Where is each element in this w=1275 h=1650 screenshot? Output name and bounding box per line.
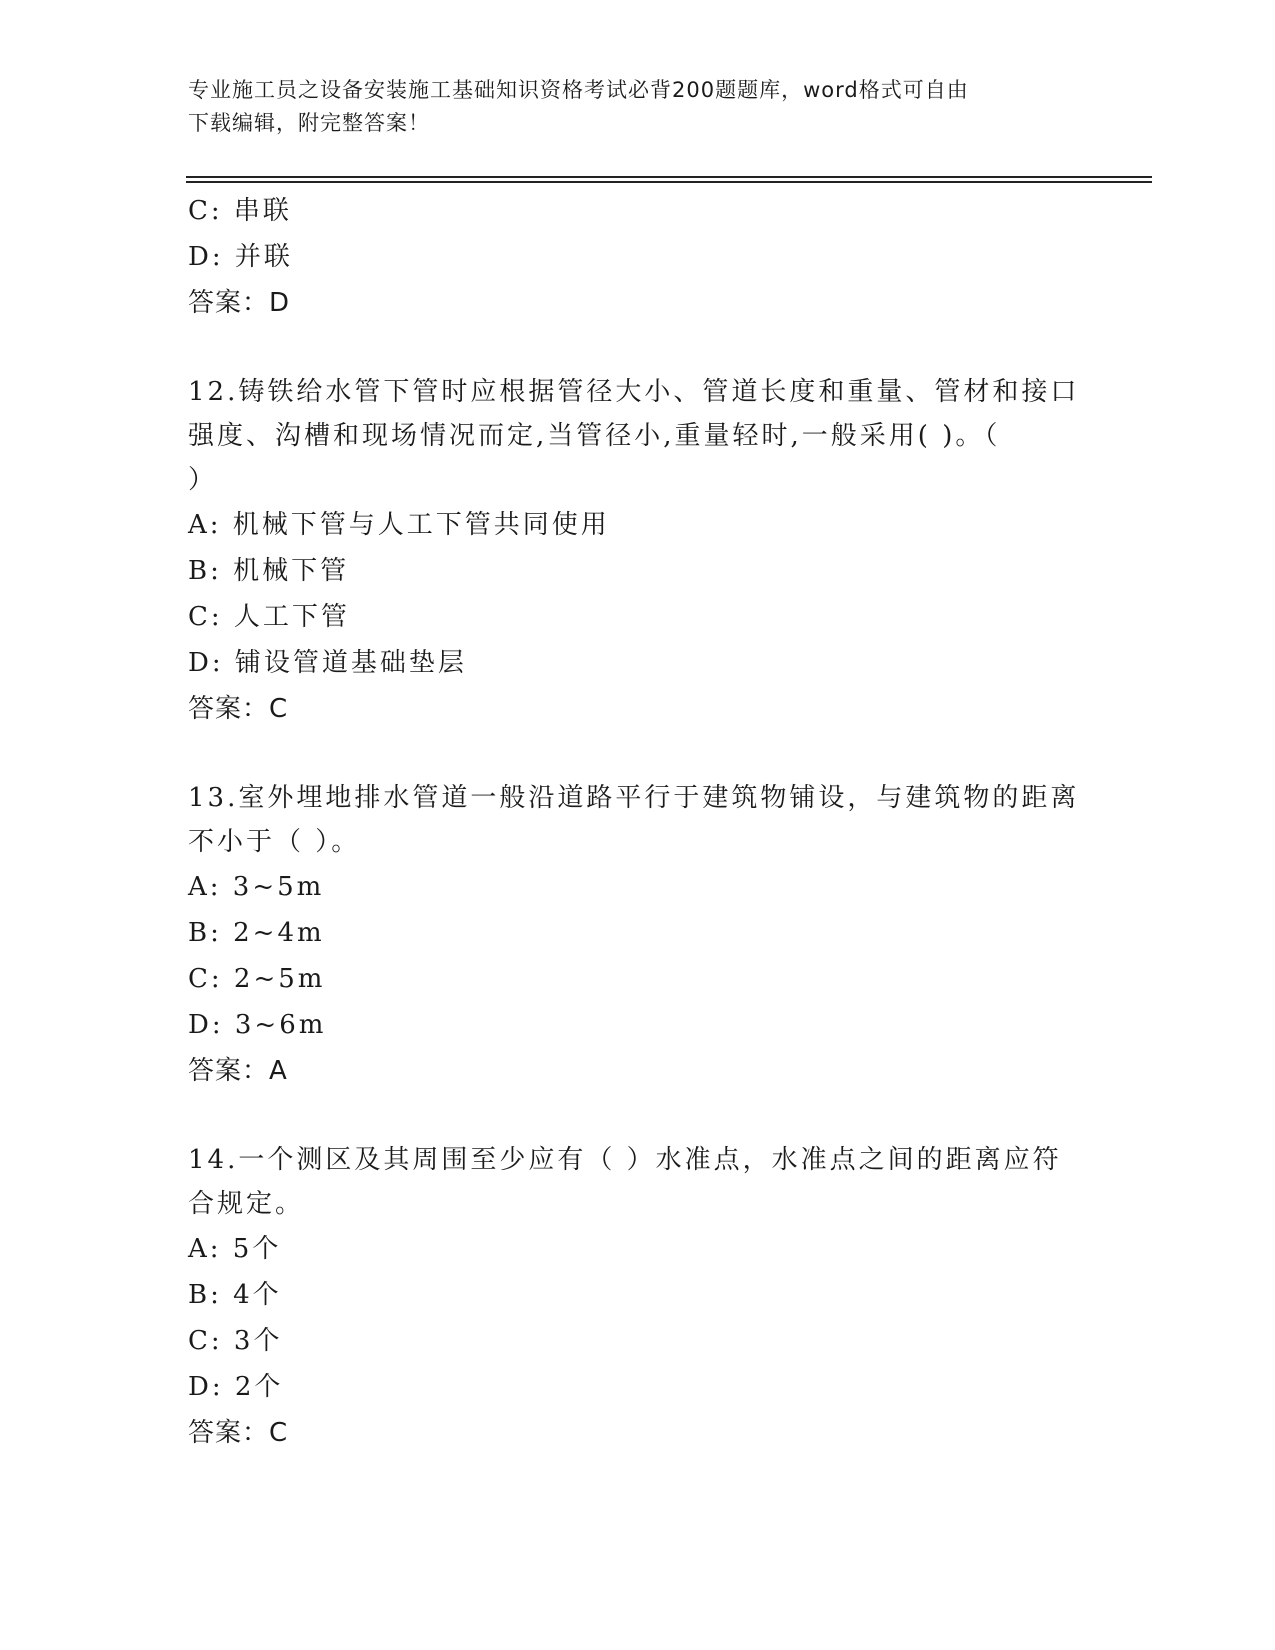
answer: 答案：C — [188, 1418, 289, 1448]
header-rule-top — [186, 176, 1152, 178]
document-header — [188, 74, 1088, 140]
spacer — [188, 732, 1088, 776]
spacer — [188, 1094, 1088, 1138]
option-d: D: 并联 — [188, 242, 293, 272]
option-c: C: 人工下管 — [188, 602, 350, 632]
answer: 答案：A — [188, 1056, 288, 1086]
header-line-1: 专业施工员之设备安装施工基础知识资格考试必背200题题库，word格式可自由 — [188, 78, 969, 102]
document-body — [188, 188, 1088, 1456]
question-text-line: 合规定。 — [188, 1189, 305, 1219]
option-a: A: 机械下管与人工下管共同使用 — [188, 510, 610, 540]
option-c: C: 2~5m — [188, 964, 326, 994]
question-12 — [188, 370, 1088, 732]
option-a: A: 3~5m — [188, 872, 325, 902]
question-text-line: 不小于（ ）。 — [188, 827, 361, 857]
question-text-line: 12.铸铁给水管下管时应根据管径大小、管道长度和重量、管材和接口 — [188, 377, 1080, 407]
option-b: B: 4个 — [188, 1280, 282, 1310]
answer: 答案：D — [188, 288, 291, 318]
spacer — [188, 326, 1088, 370]
option-b: B: 2~4m — [188, 918, 325, 948]
question-text-line: 13.室外埋地排水管道一般沿道路平行于建筑物铺设，与建筑物的距离 — [188, 783, 1080, 813]
option-d: D: 3~6m — [188, 1010, 327, 1040]
option-a: A: 5个 — [188, 1234, 282, 1264]
question-13 — [188, 776, 1088, 1094]
header-rule-bottom — [186, 181, 1152, 183]
carryover-question — [188, 188, 1088, 326]
option-b: B: 机械下管 — [188, 556, 350, 586]
answer: 答案：C — [188, 694, 289, 724]
question-text-line: 强度、沟槽和现场情况而定,当管径小,重量轻时,一般采用( )。（ — [188, 421, 1001, 451]
header-line-2: 下载编辑，附完整答案！ — [188, 111, 430, 135]
question-14 — [188, 1138, 1088, 1456]
question-text-line: ） — [188, 465, 218, 495]
option-c: C: 3个 — [188, 1326, 283, 1356]
question-text-line: 14.一个测区及其周围至少应有（ ）水准点，水准点之间的距离应符 — [188, 1145, 1062, 1175]
option-d: D: 铺设管道基础垫层 — [188, 648, 467, 678]
option-d: D: 2个 — [188, 1372, 284, 1402]
option-c: C: 串联 — [188, 196, 292, 226]
